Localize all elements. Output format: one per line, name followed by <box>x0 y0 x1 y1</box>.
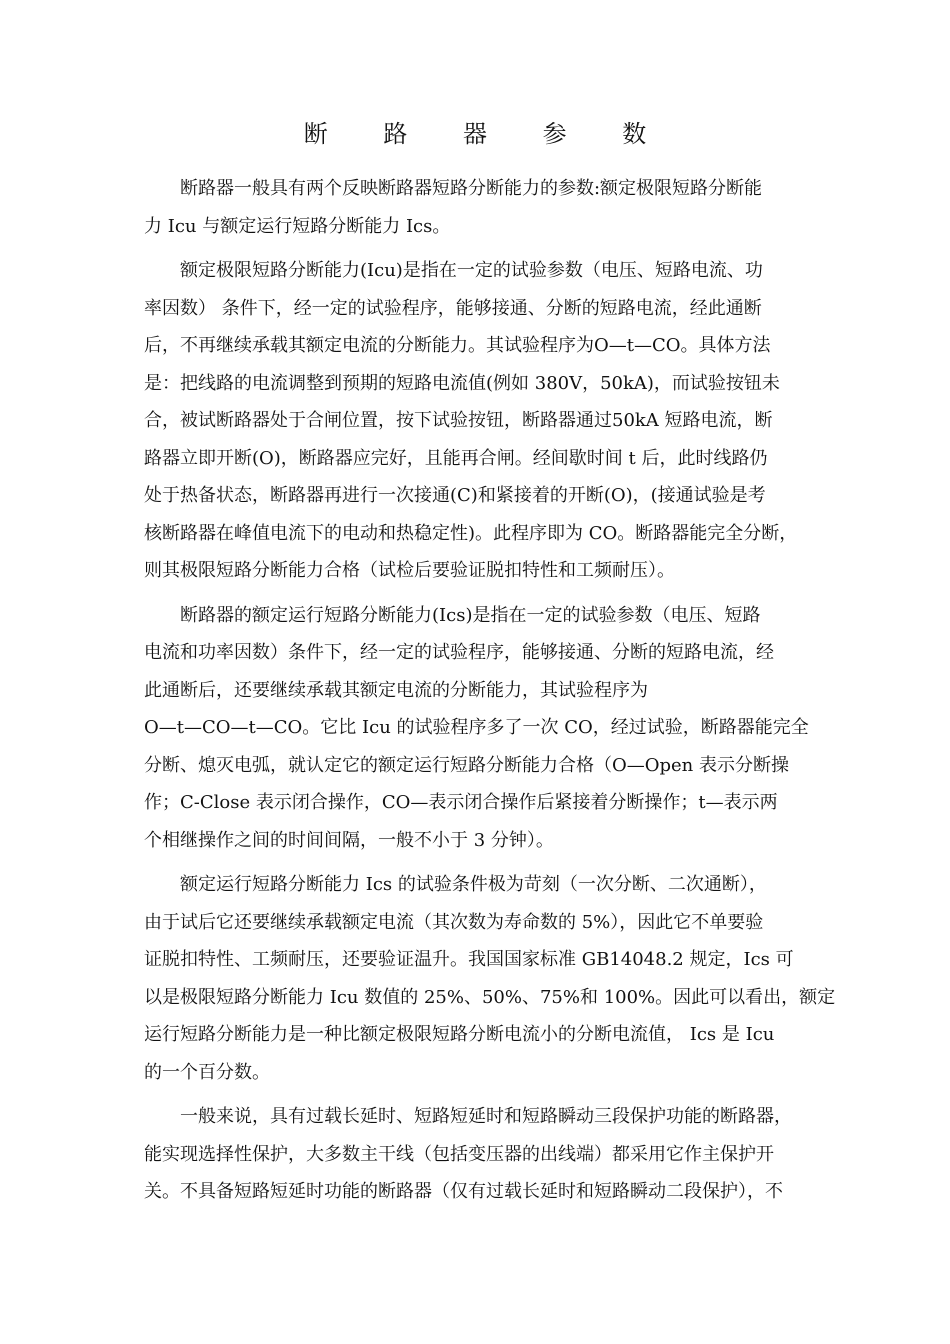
text-line: 由于试后它还要继续承载额定电流（其次数为寿命数的 5%），因此它不单要验 <box>144 911 764 933</box>
document-body <box>144 170 836 1211</box>
paragraph-ics <box>144 597 808 860</box>
text-line: 核断路器在峰值电流下的电动和热稳定性)。此程序即为 CO。断路器能完全分断， <box>144 522 798 544</box>
text-line: 断路器一般具有两个反映断路器短路分断能力的参数:额定极限短路分断能 <box>180 178 763 199</box>
text-line: 运行短路分断能力是一种比额定极限短路分断电流小的分断电流值， Ics 是 Icu <box>144 1024 775 1045</box>
text-line: 电流和功率因数）条件下，经一定的试验程序，能够接通、分断的短路电流，经 <box>144 642 774 663</box>
text-line: 是：把线路的电流调整到预期的短路电流值(例如 380V，50kA)，而试验按钮未 <box>144 372 780 394</box>
paragraph-icu <box>144 252 808 590</box>
text-line: 个相继操作之间的时间间隔，一般不小于 3 分钟）。 <box>144 829 554 851</box>
text-line: 后，不再继续承载其额定电流的分断能力。其试验程序为O—t—CO。具体方法 <box>144 335 771 356</box>
paragraph-intro <box>144 170 808 245</box>
text-line: 断路器的额定运行短路分断能力(Ics)是指在一定的试验参数（电压、短路 <box>180 604 761 626</box>
text-line: 以是极限短路分断能力 Icu 数值的 25%、50%、75%和 100%。因此可以看出，额定 <box>144 986 836 1008</box>
text-line: 额定极限短路分断能力(Icu)是指在一定的试验参数（电压、短路电流、功 <box>180 260 763 281</box>
text-line: 额定运行短路分断能力 Ics 的试验条件极为苛刻（一次分断、二次通断）， <box>180 874 767 895</box>
text-line: 处于热备状态，断路器再进行一次接通(C)和紧接着的开断(O)，(接通试验是考 <box>144 485 766 506</box>
text-line: 则其极限短路分断能力合格（试检后要验证脱扣特性和工频耐压）。 <box>144 560 675 581</box>
text-line: 分断、熄灭电弧，就认定它的额定运行短路分断能力合格（O—Open 表示分断操 <box>144 754 789 776</box>
text-line: 力 Icu 与额定运行短路分断能力 Ics。 <box>144 215 451 237</box>
text-line: 关。不具备短路短延时功能的断路器（仅有过载长延时和短路瞬动二段保护），不 <box>144 1181 783 1202</box>
text-line: 率因数） 条件下，经一定的试验程序，能够接通、分断的短路电流，经此通断 <box>144 297 762 319</box>
text-line: 合，被试断路器处于合闸位置，按下试验按钮，断路器通过50kA 短路电流，断 <box>144 410 773 431</box>
text-line: 的一个百分数。 <box>144 1061 270 1083</box>
text-line: 能实现选择性保护，大多数主干线（包括变压器的出线端）都采用它作主保护开 <box>144 1143 774 1165</box>
paragraph-protection <box>144 1098 808 1211</box>
text-line: 证脱扣特性、工频耐压，还要验证温升。我国国家标准 GB14048.2 规定，Ics 可 <box>144 949 794 970</box>
text-line: 一般来说，具有过载长延时、短路短延时和短路瞬动三段保护功能的断路器， <box>180 1106 792 1127</box>
text-line: O—t—CO—t—CO。它比 Icu 的试验程序多了一次 CO，经过试验，断路器能完全 <box>144 717 809 738</box>
paragraph-ics-conditions <box>144 866 836 1091</box>
document-title: 断 路 器 参 数 <box>303 120 671 148</box>
text-line: 此通断后，还要继续承载其额定电流的分断能力，其试验程序为 <box>144 679 648 701</box>
text-line: 路器立即开断(O)，断路器应完好，且能再合闸。经间歇时间 t 后，此时线路仍 <box>144 447 768 469</box>
text-line: 作；C-Close 表示闭合操作，CO—表示闭合操作后紧接着分断操作；t—表示两 <box>144 792 778 813</box>
